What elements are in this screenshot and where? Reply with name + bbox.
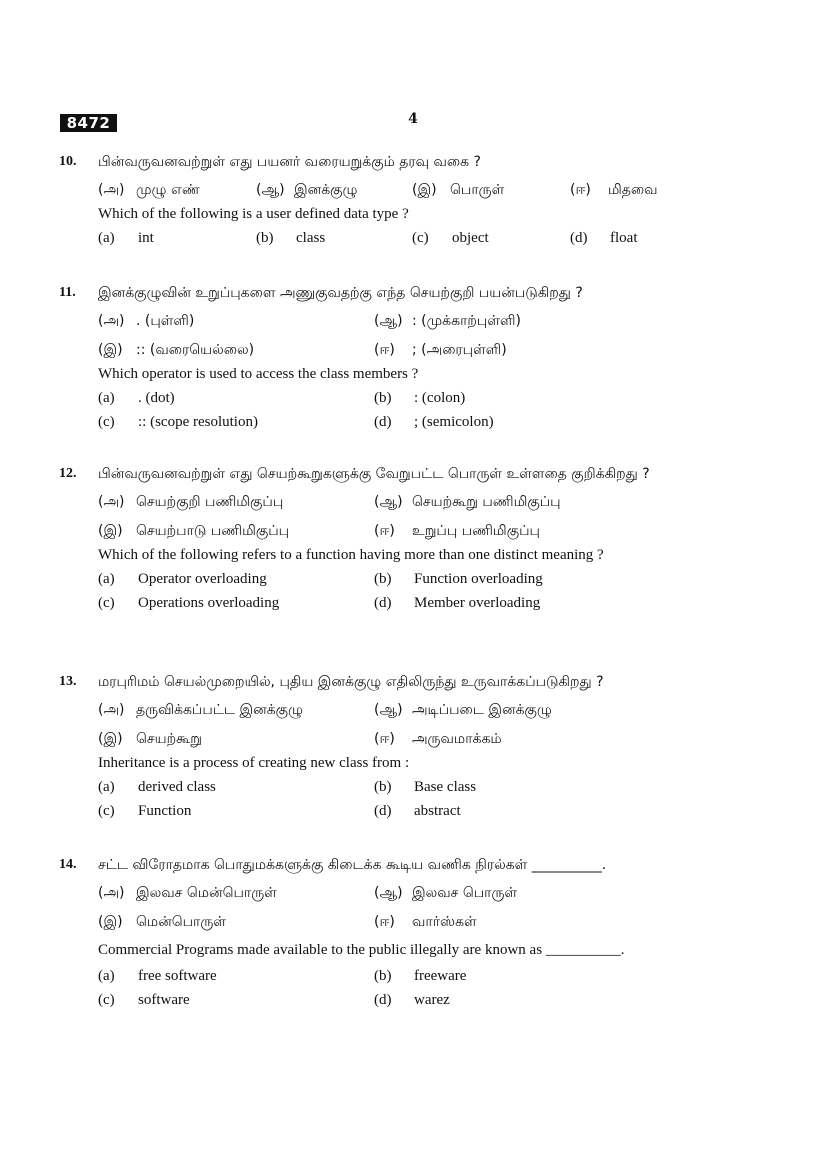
tamil-option-a: (அ) இலவச மென்பொருள் [98,885,277,901]
tamil-question-text: சட்ட விரோதமாக பொதுமக்களுக்கு கிடைக்க கூடிய வணிக நிரல்கள் __________. [98,857,607,873]
english-option-b: (b) freeware [374,968,467,984]
tamil-option-d: (ஈ) உறுப்பு பணிமிகுப்பு [374,523,540,539]
tamil-options-row [98,338,749,362]
english-options-row [98,591,749,615]
english-option-c: (c) Function [98,803,192,819]
tamil-option-a: (அ) செயற்குறி பணிமிகுப்பு [98,494,284,510]
english-option-b: (b) Function overloading [374,571,543,587]
tamil-option-a: (அ) . (புள்ளி) [98,313,195,329]
english-option-d: (d) warez [374,992,450,1008]
english-question-text: Which of the following is a user defined data type ? [98,206,409,222]
tamil-option-c: (இ) மென்பொருள் [98,914,226,930]
english-question-text: Commercial Programs made available to the public illegally are known as __________. [98,942,625,958]
tamil-option-a: (அ) முழு எண் [98,182,200,198]
english-option-b: (b) class [256,230,326,246]
tamil-option-d: (ஈ) வார்ஸ்கள் [374,914,477,930]
tamil-options-row [98,309,749,333]
tamil-option-a: (அ) தருவிக்கப்பட்ட இனக்குழு [98,702,303,718]
tamil-question-text: இனக்குழுவின் உறுப்புகளை அணுகுவதற்கு எந்த செயற்குறி பயன்படுகிறது ? [98,285,583,301]
english-option-a: (a) . (dot) [98,390,175,406]
english-options-row [98,567,749,591]
english-option-a: (a) int [98,230,154,246]
tamil-options-row [98,519,749,543]
tamil-options-row [98,727,749,751]
english-question-text: Inheritance is a process of creating new class from : [98,755,410,771]
english-option-a: (a) free software [98,968,217,984]
english-options-row [98,386,749,410]
tamil-question-text: மரபுரிமம் செயல்முறையில், புதிய இனக்குழு எதிலிருந்து உருவாக்கப்படுகிறது ? [98,674,604,690]
english-question-text: Which operator is used to access the class members ? [98,366,419,382]
tamil-option-c: (இ) பொருள் [412,182,505,198]
tamil-option-b: (ஆ) இலவச பொருள் [374,885,518,901]
english-options-row [98,775,749,799]
tamil-option-c: (இ) செயற்கூறு [98,731,202,747]
english-option-d: (d) ; (semicolon) [374,414,494,430]
english-option-d: (d) Member overloading [374,595,541,611]
english-option-b: (b) Base class [374,779,477,795]
question-number: 11. [59,285,76,300]
tamil-option-c: (இ) செயற்பாடு பணிமிகுப்பு [98,523,290,539]
question-number: 14. [59,857,77,872]
english-option-c: (c) object [412,230,489,246]
question-14 [59,853,749,1012]
tamil-options-row [98,881,749,905]
question-12 [59,462,749,615]
tamil-option-b: (ஆ) இனக்குழு [256,182,358,198]
english-option-b: (b) : (colon) [374,390,466,406]
tamil-question-text: பின்வருவனவற்றுள் எது செயற்கூறுகளுக்கு வேறுபட்ட பொருள் உள்ளதை குறிக்கிறது ? [98,466,650,482]
tamil-options-row [98,490,749,514]
question-13 [59,670,749,823]
english-option-c: (c) software [98,992,190,1008]
english-option-d: (d) abstract [374,803,461,819]
tamil-question-text: பின்வருவனவற்றுள் எது பயனர் வரையறுக்கும் தரவு வகை ? [98,154,481,170]
tamil-options-row [98,698,749,722]
question-10 [59,150,749,250]
page-number: 4 [408,111,418,127]
question-number: 12. [59,466,77,481]
english-options-row [98,964,749,988]
tamil-option-d: (ஈ) அருவமாக்கம் [374,731,502,747]
paper-code-badge: 8472 [60,114,117,132]
english-options-row [98,410,749,434]
question-number: 13. [59,674,77,689]
english-question-text: Which of the following refers to a function having more than one distinct meaning ? [98,547,604,563]
tamil-option-b: (ஆ) செயற்கூறு பணிமிகுப்பு [374,494,561,510]
english-options-row [98,226,749,250]
tamil-option-c: (இ) :: (வரையெல்லை) [98,342,255,358]
tamil-option-d: (ஈ) மிதவை [570,182,658,198]
tamil-option-d: (ஈ) ; (அரைபுள்ளி) [374,342,507,358]
english-option-a: (a) derived class [98,779,216,795]
tamil-option-b: (ஆ) அடிப்படை இனக்குழு [374,702,552,718]
tamil-options-row [98,178,749,202]
english-option-c: (c) Operations overloading [98,595,280,611]
question-number: 10. [59,154,77,169]
question-11 [59,281,749,434]
tamil-option-b: (ஆ) : (முக்காற்புள்ளி) [374,313,521,329]
english-option-c: (c) :: (scope resolution) [98,414,258,430]
english-option-a: (a) Operator overloading [98,571,267,587]
english-option-d: (d) float [570,230,638,246]
english-options-row [98,799,749,823]
tamil-options-row [98,910,749,934]
english-options-row [98,988,749,1012]
